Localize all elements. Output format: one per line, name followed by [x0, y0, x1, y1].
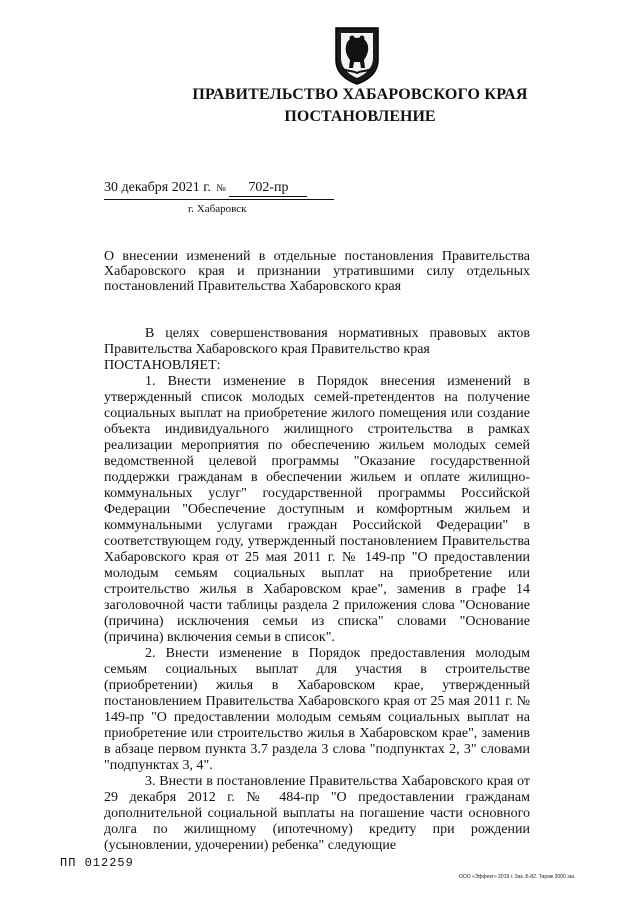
document-subject: О внесении изменений в отдельные постановления Правительства Хабаровского края и признании утратившими силу отдельных постановлений Правительства Хабаровского края [104, 249, 530, 294]
date-number-line [104, 180, 307, 197]
item-3-paragraph: 3. Внести в постановление Правительства Хабаровского края от 29 декабря 2012 г. № 484-пр "О предоставлении гражданам дополнительной социальной выплаты на погашение части основного долга по жилищному (ипотечному) кредиту при рождении (усыновлении, удочерении) ребенка" следующие [104, 774, 530, 853]
document-date: 30 декабря 2021 г. [104, 180, 211, 195]
document-number: 702-пр [229, 180, 307, 197]
date-underline [104, 199, 334, 200]
document-body [104, 326, 530, 854]
resolves-heading: ПОСТАНОВЛЯЕТ: [104, 358, 221, 373]
number-sign: № [216, 183, 226, 194]
preamble-paragraph: В целях совершенствования нормативных правовых актов Правительства Хабаровского края Правительство края [104, 326, 530, 357]
item-1-paragraph: 1. Внести изменение в Порядок внесения изменений в утвержденный список молодых семей-претендентов на получение социальных выплат на приобретение жилого помещения или создание объекта индивидуального жилищного строительства в рамках реализации мероприятия по обеспечению жильем молодых семей ведомственной целевой программы "Оказание государственной поддержки гражданам в обеспечении жильем и оплате жилищно-коммунальных услуг" государственной программы Российской Федерации "Обеспечение доступным и комфортным жильем и коммунальными услугами граждан Российской Федерации" в соответствующем году, утвержденный постановлением Правительства Хабаровского края от 25 мая 2011 г. № 149-пр "О предоставлении молодым семьям социальных выплат на приобретение или строительство жилья в Хабаровском крае", заменив в графе 14 заголовочной части таблицы раздела 2 приложения слова "Основание (причина) исключения семьи из списка" словами "Основание (причина) включения семьи в список". [104, 374, 530, 645]
government-title: ПРАВИТЕЛЬСТВО ХАБАРОВСКОГО КРАЯ [192, 86, 528, 103]
city-name: г. Хабаровск [188, 203, 247, 215]
printer-imprint: ООО «Эффект» 2019 г. Зак. Б-82. Тираж 2000 экз. [459, 874, 576, 880]
item-2-paragraph: 2. Внести изменение в Порядок предоставления молодым семьям социальных выплат для участия в строительстве (приобретении) жилья в Хабаровском крае, утвержденный постановлением Правительства Хабаровского края от 25 мая 2011 г. № 149-пр "О предоставлении молодым семьям социальных выплат на приобретение или строительство жилья в Хабаровском крае", заменив в абзаце первом пункта 3.7 раздела 3 слова "подпунктах 2, 3" словами "подпунктах 3, 4". [104, 646, 530, 773]
form-code: ПП 012259 [60, 856, 134, 870]
coat-of-arms-emblem [332, 24, 382, 86]
document-type: ПОСТАНОВЛЕНИЕ [284, 108, 436, 125]
